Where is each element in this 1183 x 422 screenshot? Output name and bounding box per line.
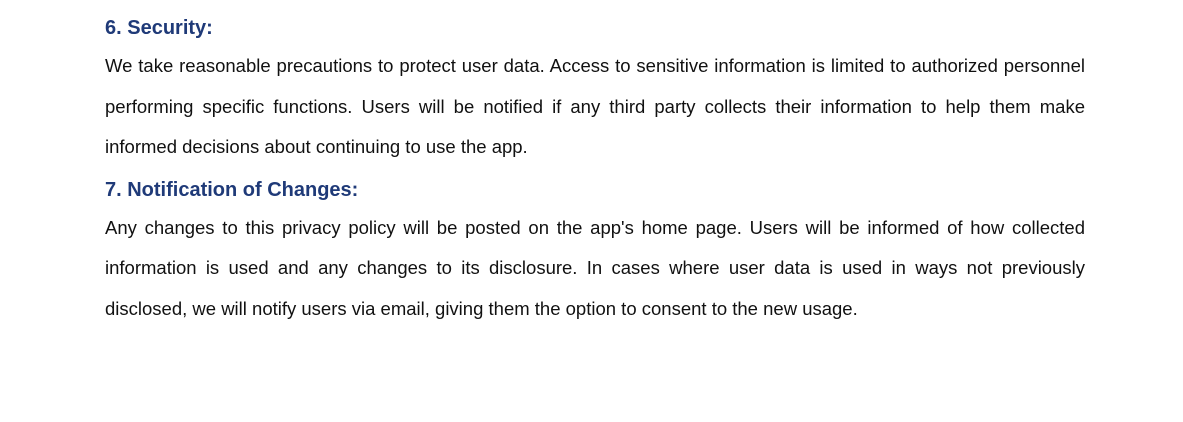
notification-of-changes-paragraph: Any changes to this privacy policy will be posted on the app's home page. Users will be informed of how collected information is used and any changes to its disclosure. In cases where user data is used in ways not previously disclosed, we will notify users via email, giving them the option to consent to the new usage. [105,216,1085,319]
notification-of-changes-heading: 7. Notification of Changes: [105,178,359,201]
document-page [105,14,1085,329]
security-heading: 6. Security: [105,17,213,39]
notification-of-changes-section [105,176,1085,330]
security-paragraph: We take reasonable precautions to protect user data. Access to sensitive information is limited to authorized personnel performing specific functions. Users will be notified if any third party collects their information to help them make informed decisions about continuing to use the app. [105,55,1085,157]
security-section [105,14,1085,168]
